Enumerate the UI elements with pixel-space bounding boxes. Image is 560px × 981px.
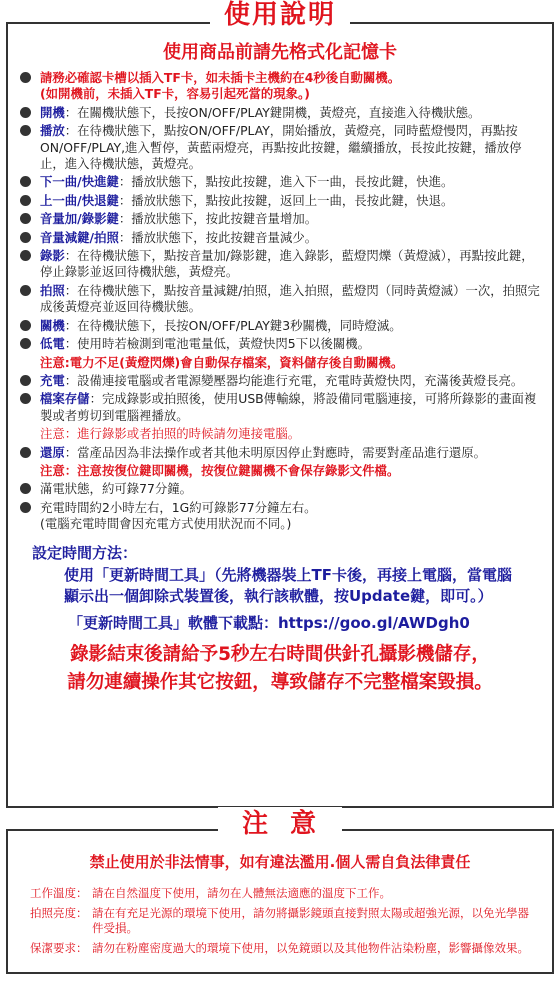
format-card-subtitle: 使用商品前請先格式化記憶卡 xyxy=(163,42,397,63)
notice-subtitle: 禁止使用於非法情事，如有違法濫用.個人需自負法律責任 xyxy=(89,853,471,871)
bullet-icon xyxy=(20,107,31,118)
save-warning: 錄影結束後請給予5秒左右時間供針孔攝影機儲存， 請勿連續操作其它按鈕，導致儲存不完整檔案毀損。 xyxy=(67,643,493,693)
bullet-icon xyxy=(20,393,31,404)
notice-title: 注意 xyxy=(218,807,342,841)
list-item-volume-up: 音量加/錄影鍵：播放狀態下，按此按鍵音量增加。 xyxy=(18,211,542,227)
notice-row: 保潔要求： 請勿在粉塵密度過大的環境下使用，以免鏡頭以及其他物件沾染粉塵，影響攝像效果。 xyxy=(30,940,529,955)
list-item-play: 播放：在待機狀態下，點按ON/OFF/PLAY，開始播放，黃燈亮，同時藍燈慢閃，再點按ON/OFF/PLAY,進入暫停，黃藍兩燈亮，再點按此按鍵，繼續播放，長按此按鍵，播放停止，進入待機狀態，黃燈亮。 xyxy=(18,123,542,172)
list-item-volume-down: 音量減鍵/拍照：播放狀態下，按此按鍵音量減少。 xyxy=(18,230,542,246)
instruction-list xyxy=(8,70,552,353)
instructions-panel xyxy=(6,0,554,808)
list-item-full-charge: 滿電狀態，約可錄77分鐘。 xyxy=(18,481,542,497)
bullet-icon xyxy=(20,338,31,349)
notice-panel xyxy=(6,809,554,974)
bullet-icon xyxy=(20,502,31,513)
bullet-icon xyxy=(20,285,31,296)
list-item-storage: 檔案存儲：完成錄影或拍照後，使用USB傳輸線，將設備同電腦連接，可將所錄影的畫面複製或者剪切到電腦裡播放。 xyxy=(18,391,542,424)
list-item-prev-track: 上一曲/快退鍵：播放狀態下，點按此按鍵，返回上一曲，長按此鍵，快退。 xyxy=(18,193,542,209)
bullet-icon xyxy=(20,483,31,494)
bullet-icon xyxy=(20,232,31,243)
list-item-next-track: 下一曲/快進鍵：播放狀態下，點按此按鍵，進入下一曲，長按此鍵，快進。 xyxy=(18,174,542,190)
instructions-title: 使用說明 xyxy=(210,0,350,32)
time-setting-body: 使用「更新時間工具」（先將機器裝上TF卡後，再接上電腦，當電腦顯示出一個卸除式裝置後，執行該軟體，按Update鍵，即可。） xyxy=(64,565,512,605)
time-setting-heading: 設定時間方法： xyxy=(32,543,138,562)
bullet-icon xyxy=(20,195,31,206)
list-item-insert-card: 請務必確認卡槽以插入TF卡，如未插卡主機約在4秒後自動關機。 (如開機前，未插入TF卡，容易引起死當的現象。) xyxy=(18,70,542,103)
list-item-power-off: 關機：在待機狀態下，長按ON/OFF/PLAY鍵3秒關機，同時燈滅。 xyxy=(18,318,542,334)
bullet-icon xyxy=(20,447,31,458)
note-low-battery: 注意:電力不足(黃燈閃爍)會自動保存檔案，資料儲存後自動關機。 xyxy=(40,354,404,370)
instruction-list-2 xyxy=(8,373,552,424)
list-item-reset: 還原：當產品因為非法操作或者其他未明原因停止對應時，需要對產品進行還原。 xyxy=(18,445,542,461)
note-storage: 注意：進行錄影或者拍照的時候請勿連接電腦。 xyxy=(40,426,301,442)
bullet-icon xyxy=(20,125,31,136)
instruction-list-4 xyxy=(8,481,552,532)
list-item-charge: 充電：設備連接電腦或者電源變壓器均能進行充電，充電時黃燈快閃，充滿後黃燈長亮。 xyxy=(18,373,542,389)
bullet-icon xyxy=(20,72,31,83)
bullet-icon xyxy=(20,250,31,261)
list-item-photo: 拍照：在待機狀態下，點按音量減鍵/拍照，進入拍照，藍燈閃（同時黃燈滅）一次，拍照完成後黃燈亮並返回待機狀態。 xyxy=(18,283,542,316)
notice-row: 工作溫度： 請在自然溫度下使用，請勿在人體無法適應的溫度下工作。 xyxy=(30,886,391,900)
notice-row: 拍照亮度： 請在有充足光源的環境下使用，請勿將攝影鏡頭直接對照太陽或超強光源，以免光學器件受損。 xyxy=(30,905,529,935)
bullet-icon xyxy=(20,320,31,331)
list-item-charge-time: 充電時間約2小時左右，1G約可錄影77分鐘左右。 (電腦充電時間會因充電方式使用狀況而不同。) xyxy=(18,500,542,533)
bullet-icon xyxy=(20,375,31,386)
bullet-icon xyxy=(20,176,31,187)
bullet-icon xyxy=(20,213,31,224)
list-item-record: 錄影：在待機狀態下，點按音量加/錄影鍵，進入錄影，藍燈閃爍（黃燈滅），再點按此鍵，停止錄影並返回待機狀態，黃燈亮。 xyxy=(18,248,542,281)
note-reset: 注意：注意按復位鍵即關機，按復位鍵關機不會保存錄影文件檔。 xyxy=(40,462,400,478)
list-item-low-battery: 低電：使用時若檢測到電池電量低，黃燈快閃5下以後關機。 xyxy=(18,336,542,352)
instruction-list-3 xyxy=(8,445,552,461)
list-item-power-on: 開機：在關機狀態下，長按ON/OFF/PLAY鍵開機，黃燈亮，直接進入待機狀態。 xyxy=(18,105,542,121)
download-link[interactable]: 「更新時間工具」軟體下載點：https://goo.gl/AWDgh0 xyxy=(68,613,470,632)
